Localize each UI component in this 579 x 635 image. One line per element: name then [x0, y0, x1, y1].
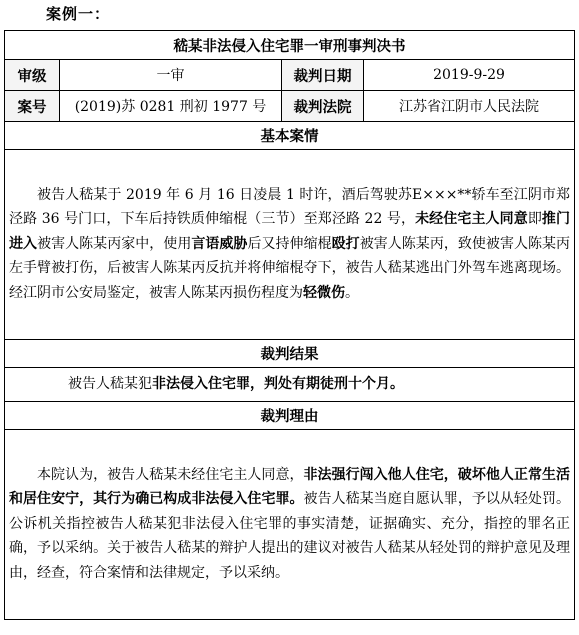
emphasis-text: 非法强行闯入他人住宅，破坏他人正常生活和居住安宁，其行为确已构成非法侵入住宅罪。	[9, 466, 571, 508]
emphasis-text: 推门进入	[9, 211, 570, 252]
body-text: 被告人嵇某当庭自愿认罪，予以从轻处罚。公诉机关指控被告人嵇某犯非法侵入住宅罪的事实清楚，证据确实、充分，指控的罪名正确，予以采纳。关于被告人嵇某的辩护人提出的建议对被告人嵇某从轻处罚的辩护意见及理由，经查，符合案情和法律规定，予以采纳。	[9, 491, 571, 581]
facts-heading: 基本案情	[5, 122, 575, 150]
date-label: 裁判日期	[282, 60, 364, 91]
body-text: 本院认为，被告人嵇某未经住宅主人同意，	[37, 466, 304, 483]
case-no-label: 案号	[5, 91, 60, 122]
case-label: 案例一：	[46, 5, 111, 23]
emphasis-text: 殴打	[331, 235, 360, 252]
court-label: 裁判法院	[282, 91, 364, 122]
emphasis-text: 言语威胁	[191, 235, 248, 252]
body-text: 被告人嵇某犯	[68, 375, 152, 392]
emphasis-text: 轻微伤	[303, 284, 345, 301]
level-value: 一审	[60, 60, 282, 91]
result-heading: 裁判结果	[5, 340, 575, 368]
body-text: 被告人嵇某于 2019 年 6 月 16 日凌晨 1 时许，酒后驾驶苏E×××**轿车至江阴市郑泾路 36 号门口，下车后持铁质伸缩棍（三节）至郑泾路 22 号，	[9, 186, 570, 228]
body-text: 后又持伸缩棍	[247, 235, 332, 252]
body-text: 被害人陈某丙家中，使用	[37, 235, 192, 252]
case-no-value: (2019)苏 0281 刑初 1977 号	[60, 91, 282, 122]
level-label: 审级	[5, 60, 60, 91]
emphasis-text: 未经住宅主人同意	[415, 211, 528, 228]
body-text: 即	[527, 211, 542, 228]
emphasis-text: 非法侵入住宅罪，判处有期徒刑十个月。	[152, 375, 404, 392]
reasons-paragraph	[5, 430, 575, 620]
result-paragraph	[5, 368, 575, 402]
judgment-table	[4, 30, 575, 620]
date-value: 2019-9-29	[364, 60, 575, 91]
court-value: 江苏省江阴市人民法院	[364, 91, 575, 122]
document-title: 嵇某非法侵入住宅罪一审刑事判决书	[5, 31, 575, 60]
body-text: 。	[345, 284, 359, 301]
body-text: 被害人陈某丙，致使被害人陈某丙左手臂被打伤，后被害人陈某丙反抗并将伸缩棍夺下，被告人嵇某逃出门外驾车逃离现场。经江阴市公安局鉴定，被害人陈某丙损伤程度为	[9, 235, 571, 301]
facts-paragraph	[5, 150, 575, 340]
reasons-heading: 裁判理由	[5, 402, 575, 430]
